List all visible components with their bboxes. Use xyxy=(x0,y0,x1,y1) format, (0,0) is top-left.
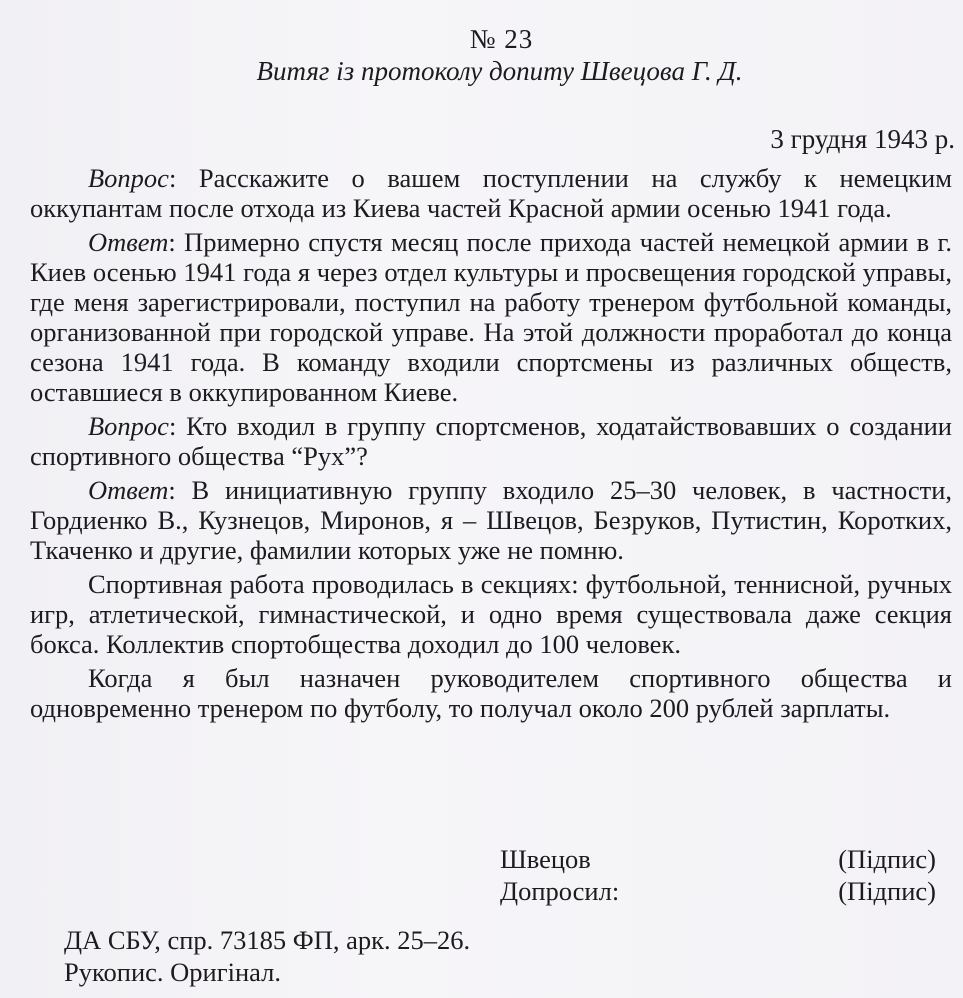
paragraph-text: : Примерно спустя месяц после прихода частей немецкой армии в г. Киев осенью 1941 года я через отдел культуры и просвещения городской управы, где меня зарегистрировали, поступил на работу тренером футбольной команды, организованной при городской управе. На этой должности проработал до конца сезона 1941 года. В команду входили спортсмены из различных обществ, оставшиеся в оккупированном Киеве. xyxy=(30,227,952,407)
archive-source: ДА СБУ, спр. 73185 ФП, арк. 25–26. xyxy=(64,925,471,955)
document-title: Витяг із протоколу допиту Швецова Г. Д. xyxy=(256,56,743,86)
paragraph-question-1 xyxy=(30,163,952,223)
signature-block xyxy=(500,843,936,907)
signature-mark: (Підпис) xyxy=(838,876,936,906)
document-number: № 23 xyxy=(469,24,534,54)
paragraph-text: Когда я был назначен руководителем спортивного общества и одновременно тренером по футболу, то получал около 200 рублей зарплаты. xyxy=(30,663,952,723)
paragraph-answer-1 xyxy=(30,227,952,407)
paragraph-salary xyxy=(30,663,952,723)
paragraph-sports-sections xyxy=(30,569,952,659)
signature-name: Швецов xyxy=(500,844,591,874)
signature-name: Допросил: xyxy=(500,876,620,906)
speaker-label: Вопрос xyxy=(88,411,169,441)
paragraph-question-2 xyxy=(30,411,952,471)
paragraph-text: : Расскажите о вашем поступлении на службу к немецким оккупантам после отхода из Киева частей Красной армии осенью 1941 года. xyxy=(30,163,952,223)
paragraph-text: : В инициативную группу входило 25–30 человек, в частности, Гордиенко В., Кузнецов, Миронов, я – Швецов, Безруков, Путистин, Коротких, Ткаченко и другие, фамилии которых уже не помню. xyxy=(30,475,952,565)
document-date: 3 грудня 1943 р. xyxy=(770,124,955,154)
signature-row xyxy=(500,843,936,875)
speaker-label: Ответ xyxy=(88,227,169,257)
signature-row xyxy=(500,875,936,907)
archive-reference xyxy=(64,924,470,988)
document-body xyxy=(30,163,952,723)
paragraph-answer-2 xyxy=(30,475,952,565)
paragraph-text: : Кто входил в группу спортсменов, ходатайствовавших о создании спортивного общества “Рух”? xyxy=(30,411,952,471)
speaker-label: Ответ xyxy=(88,475,169,505)
archive-note: Рукопис. Оригінал. xyxy=(64,957,281,987)
speaker-label: Вопрос xyxy=(88,163,169,193)
signature-mark: (Підпис) xyxy=(838,844,936,874)
paragraph-text: Спортивная работа проводилась в секциях: футбольной, теннисной, ручных игр, атлетической, гимнастической, и одно время существовала даже секция бокса. Коллектив спортобщества доходил до 100 человек. xyxy=(30,569,952,659)
